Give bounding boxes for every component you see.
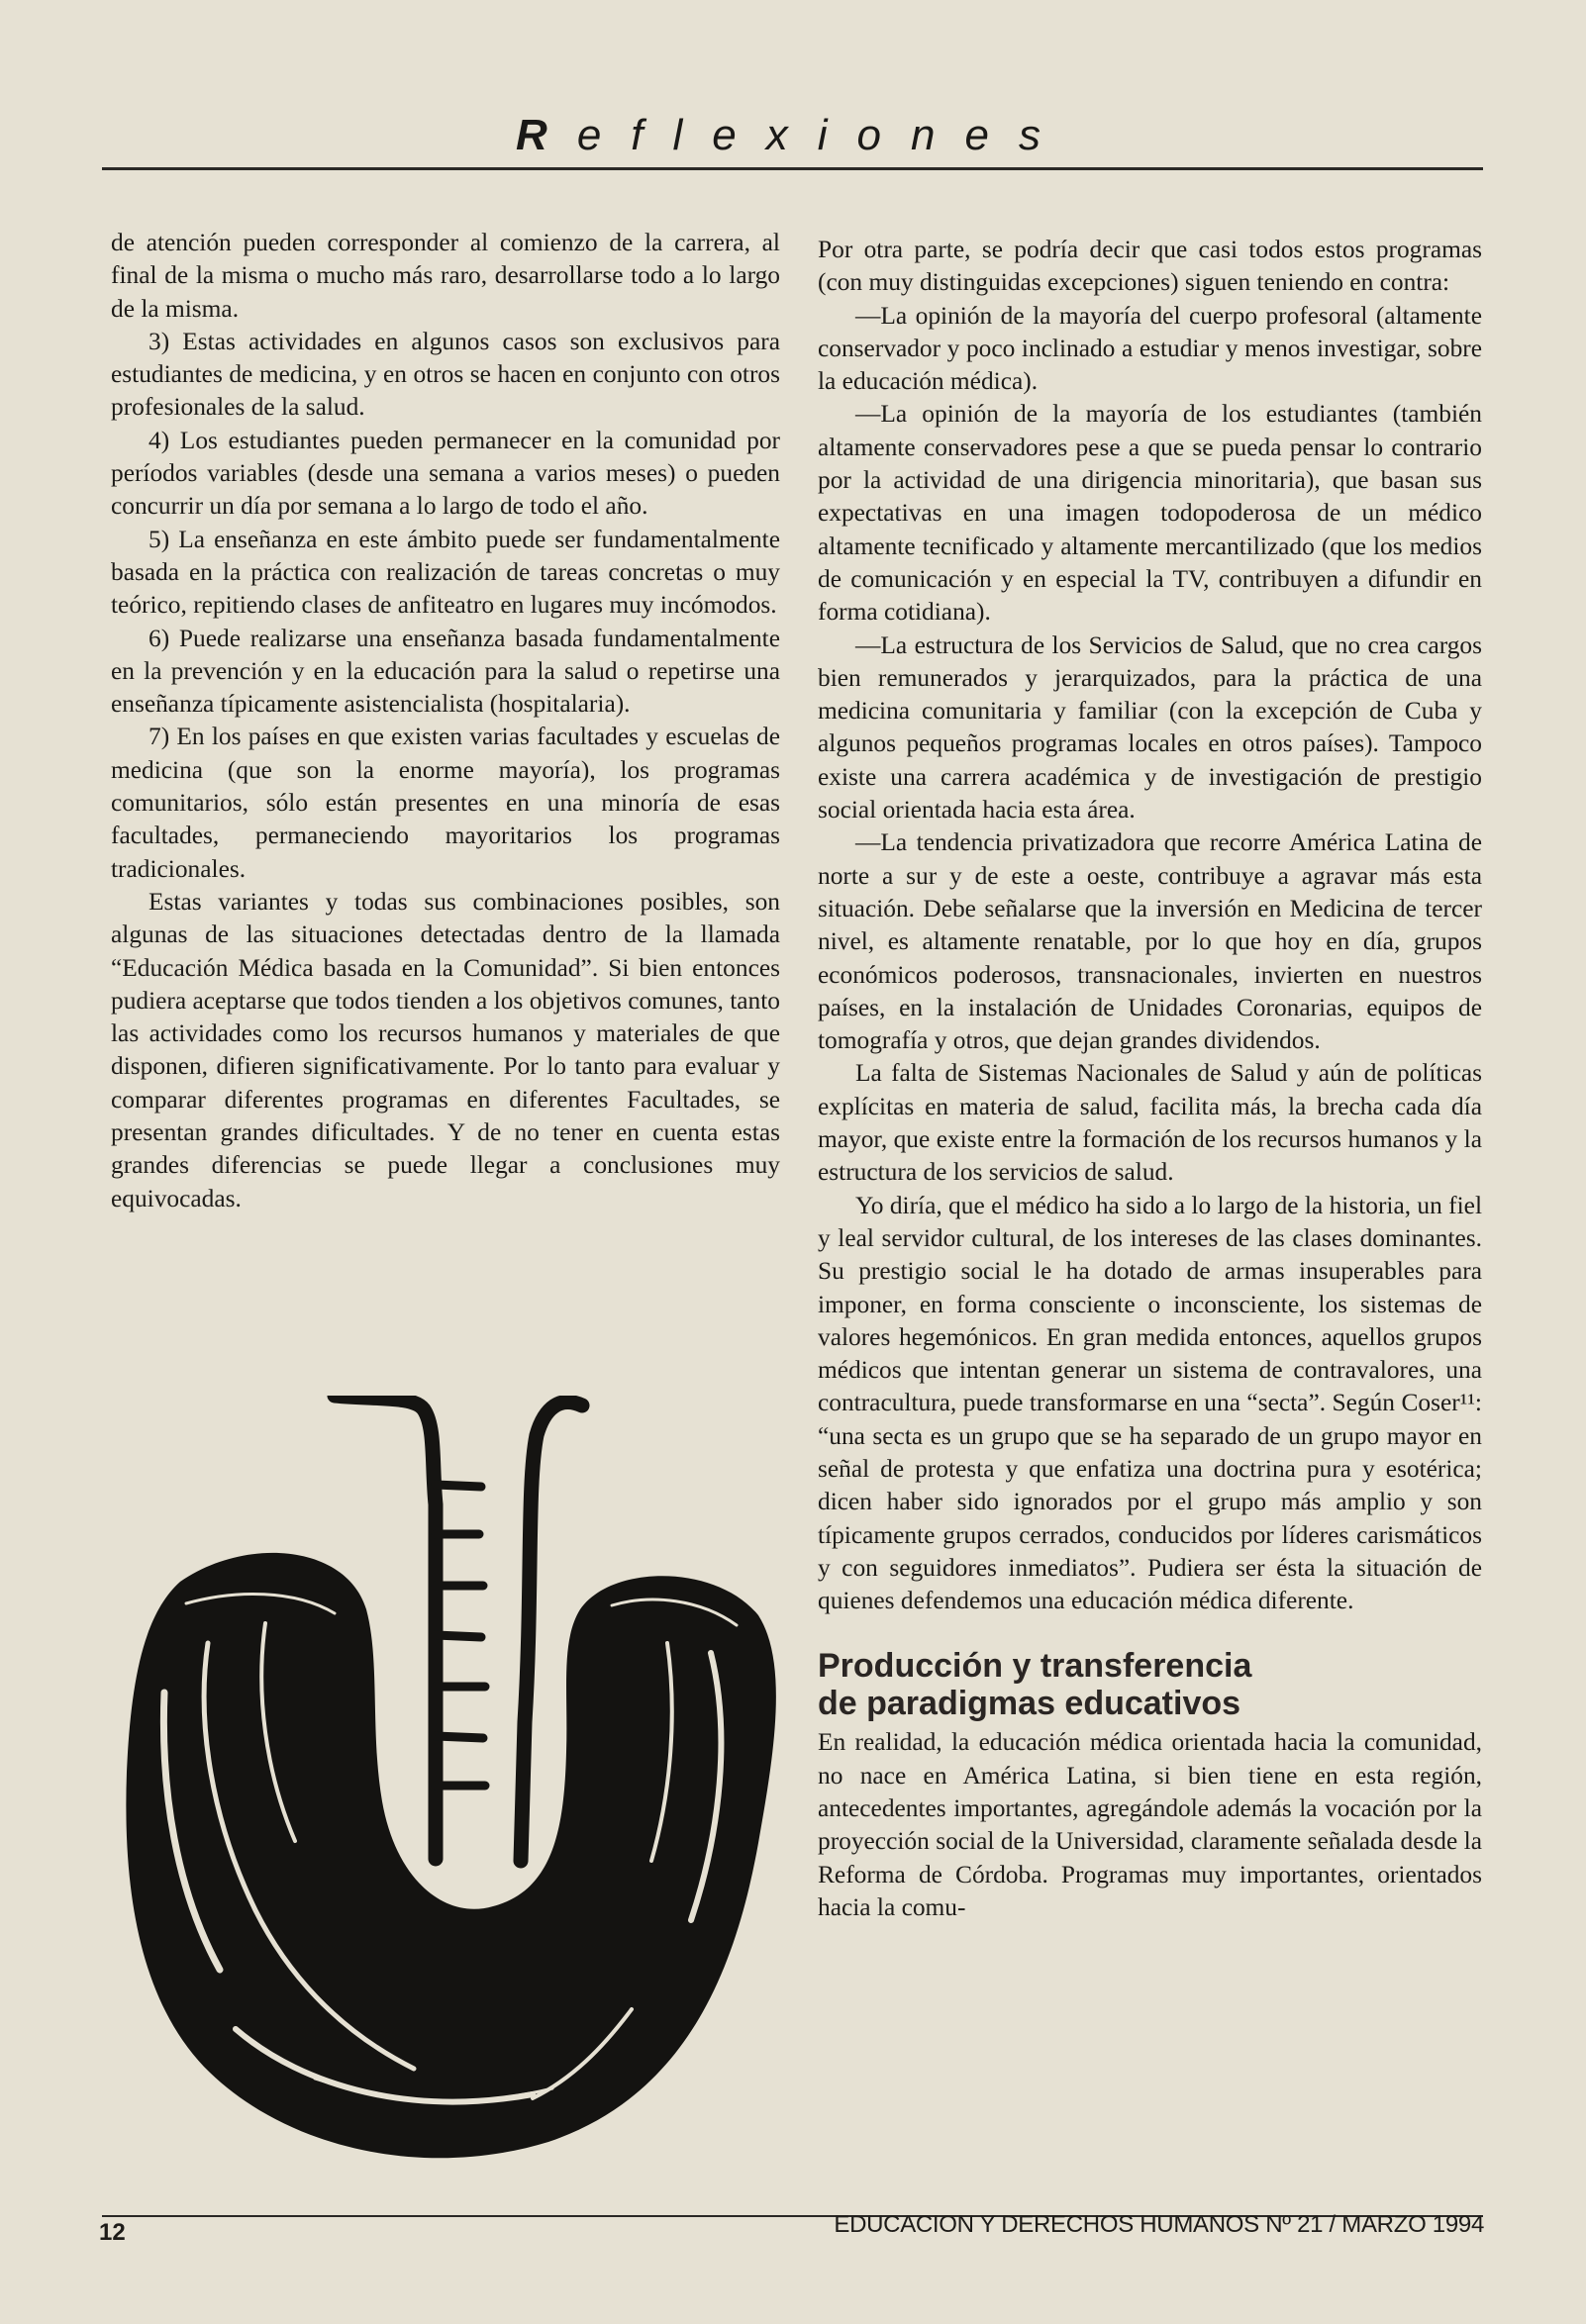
section-title <box>818 1647 1482 1722</box>
paragraph: —La opinión de la mayoría de los estudiantes (también altamente conservadores pese a que se pueda pensar lo contrario por la actividad de una dirigencia minoritaria), que basan sus expectativas en una imagen todopoderosa de un médico altamente tecnificado y altamente mercantilizado (que los medios de comunicación y en especial la TV, contribuyen a difundir en forma cotidiana). <box>818 400 1482 627</box>
paragraph: 3) Estas actividades en algunos casos son exclusivos para estudiantes de medicina, y en otros se hacen en conjunto con otros profesionales de la salud. <box>111 327 780 422</box>
header-rule <box>102 167 1483 170</box>
paragraph: 4) Los estudiantes pueden permanecer en la comunidad por períodos variables (desde una semana a varios meses) o pueden concurrir un día por semana a lo largo de todo el año. <box>111 426 780 521</box>
paragraph: de atención pueden corresponder al comienzo de la carrera, al final de la misma o mucho más raro, desarrollarse todo a lo largo de la misma. <box>111 229 780 323</box>
header-rest: eflexiones <box>576 111 1070 159</box>
publication-info: EDUCACION Y DERECHOS HUMANOS Nº 21 / MARZO 1994 <box>834 2211 1484 2238</box>
paragraph: —La estructura de los Servicios de Salud, que no crea cargos bien remunerados y jerarquizados, para la práctica de una medicina comunitaria y familiar (con la excepción de Cuba y algunos pequeños programas locales en otros países). Tampoco existe una carrera académica y de investigación de prestigio social orientada hacia esta área. <box>818 630 1482 824</box>
page-number: 12 <box>99 2219 126 2246</box>
section-title-line-1: Producción y transferencia <box>818 1647 1252 1686</box>
right-column <box>818 234 1482 1924</box>
paragraph: 7) En los países en que existen varias facultades y escuelas de medicina (que son la enorme mayoría), los programas comunitarios, sólo están presentes en una minoría de esas facultades, permaneciendo mayoritarios los programas tradicionales. <box>111 723 780 883</box>
section-title-line-2: de paradigmas educativos <box>818 1685 1241 1723</box>
paragraph: La falta de Sistemas Nacionales de Salud y aún de políticas explícitas en materia de salud, facilita más, la brecha cada día mayor, que existe entre la formación de los recursos humanos y la estructura de los servicios de salud. <box>818 1059 1482 1187</box>
paragraph: Estas variantes y todas sus combinaciones posibles, son algunas de las situaciones detectadas dentro de la llamada “Educación Médica basada en la Comunidad”. Si bien entonces pudiera aceptarse que todos tienden a los objetivos comunes, tanto las actividades como los recursos humanos y materiales de que disponen, difieren significativamente. Por lo tanto para evaluar y comparar diferentes programas en diferentes Facultades, se presentan grandes dificultades. Y de no tener en cuenta estas grandes diferencias se puede llegar a conclusiones muy equivocadas. <box>111 887 780 1212</box>
left-column <box>111 227 780 1215</box>
paragraph: 5) La enseñanza en este ámbito puede ser fundamentalmente basada en la práctica con realización de tareas concretas o muy teórico, repitiendo clases de anfiteatro en lugares muy incómodos. <box>111 525 780 620</box>
paragraph: —La opinión de la mayoría del cuerpo profesoral (altamente conservador y poco inclinado a estudiar y menos investigar, sobre la educación médica). <box>818 301 1482 396</box>
paragraph: 6) Puede realizarse una enseñanza basada fundamentalmente en la prevención y en la educación para la salud o repetirse una enseñanza típicamente asistencialista (hospitalaria). <box>111 624 780 719</box>
section-paragraph: En realidad, la educación médica orientada hacia la comunidad, no nace en América Latina, si bien tiene en esta región, antecedentes importantes, agregándole además la vocación por la proyección social de la Universidad, claramente señalada desde la Reforma de Córdoba. Programas muy importantes, orientados hacia la comu- <box>818 1728 1482 1921</box>
header-first-letter: R <box>516 111 577 159</box>
running-header <box>0 111 1586 160</box>
paragraph: Por otra parte, se podría decir que casi todos estos programas (con muy distinguidas excepciones) siguen teniendo en contra: <box>818 236 1482 297</box>
u-shaped-illustration <box>117 1396 790 2168</box>
paragraph: —La tendencia privatizadora que recorre América Latina de norte a sur y de este a oeste, contribuye a agravar más esta situación. Debe señalarse que la inversión en Medicina de tercer nivel, es altamente renatable, por lo que hoy en día, grupos económicos poderosos, transnacionales, invierten en nuestros países, en la instalación de Unidades Coronarias, equipos de tomografía y otros, que dejan grandes dividendos. <box>818 828 1482 1055</box>
paragraph: Yo diría, que el médico ha sido a lo largo de la historia, un fiel y leal servidor cultural, de los intereses de las clases dominantes. Su prestigio social le ha dotado de armas insuperables para imponer, en forma consciente o inconsciente, los sistemas de valores hegemónicos. En gran medida entonces, aquellos grupos médicos que intentan generar un sistema de contravalores, una contracultura, puede transformarse en una “secta”. Según Coser¹¹: “una secta es un grupo que se ha separado de un grupo mayor en señal de protesta y que enfatiza una doctrina pura y esotérica; dicen haber sido ignorados por el grupo más amplio y son típicamente grupos cerrados, conducidos por líderes carismáticos y con seguidores inmediatos”. Pudiera ser ésta la situación de quienes defendemos una educación médica diferente. <box>818 1191 1482 1615</box>
